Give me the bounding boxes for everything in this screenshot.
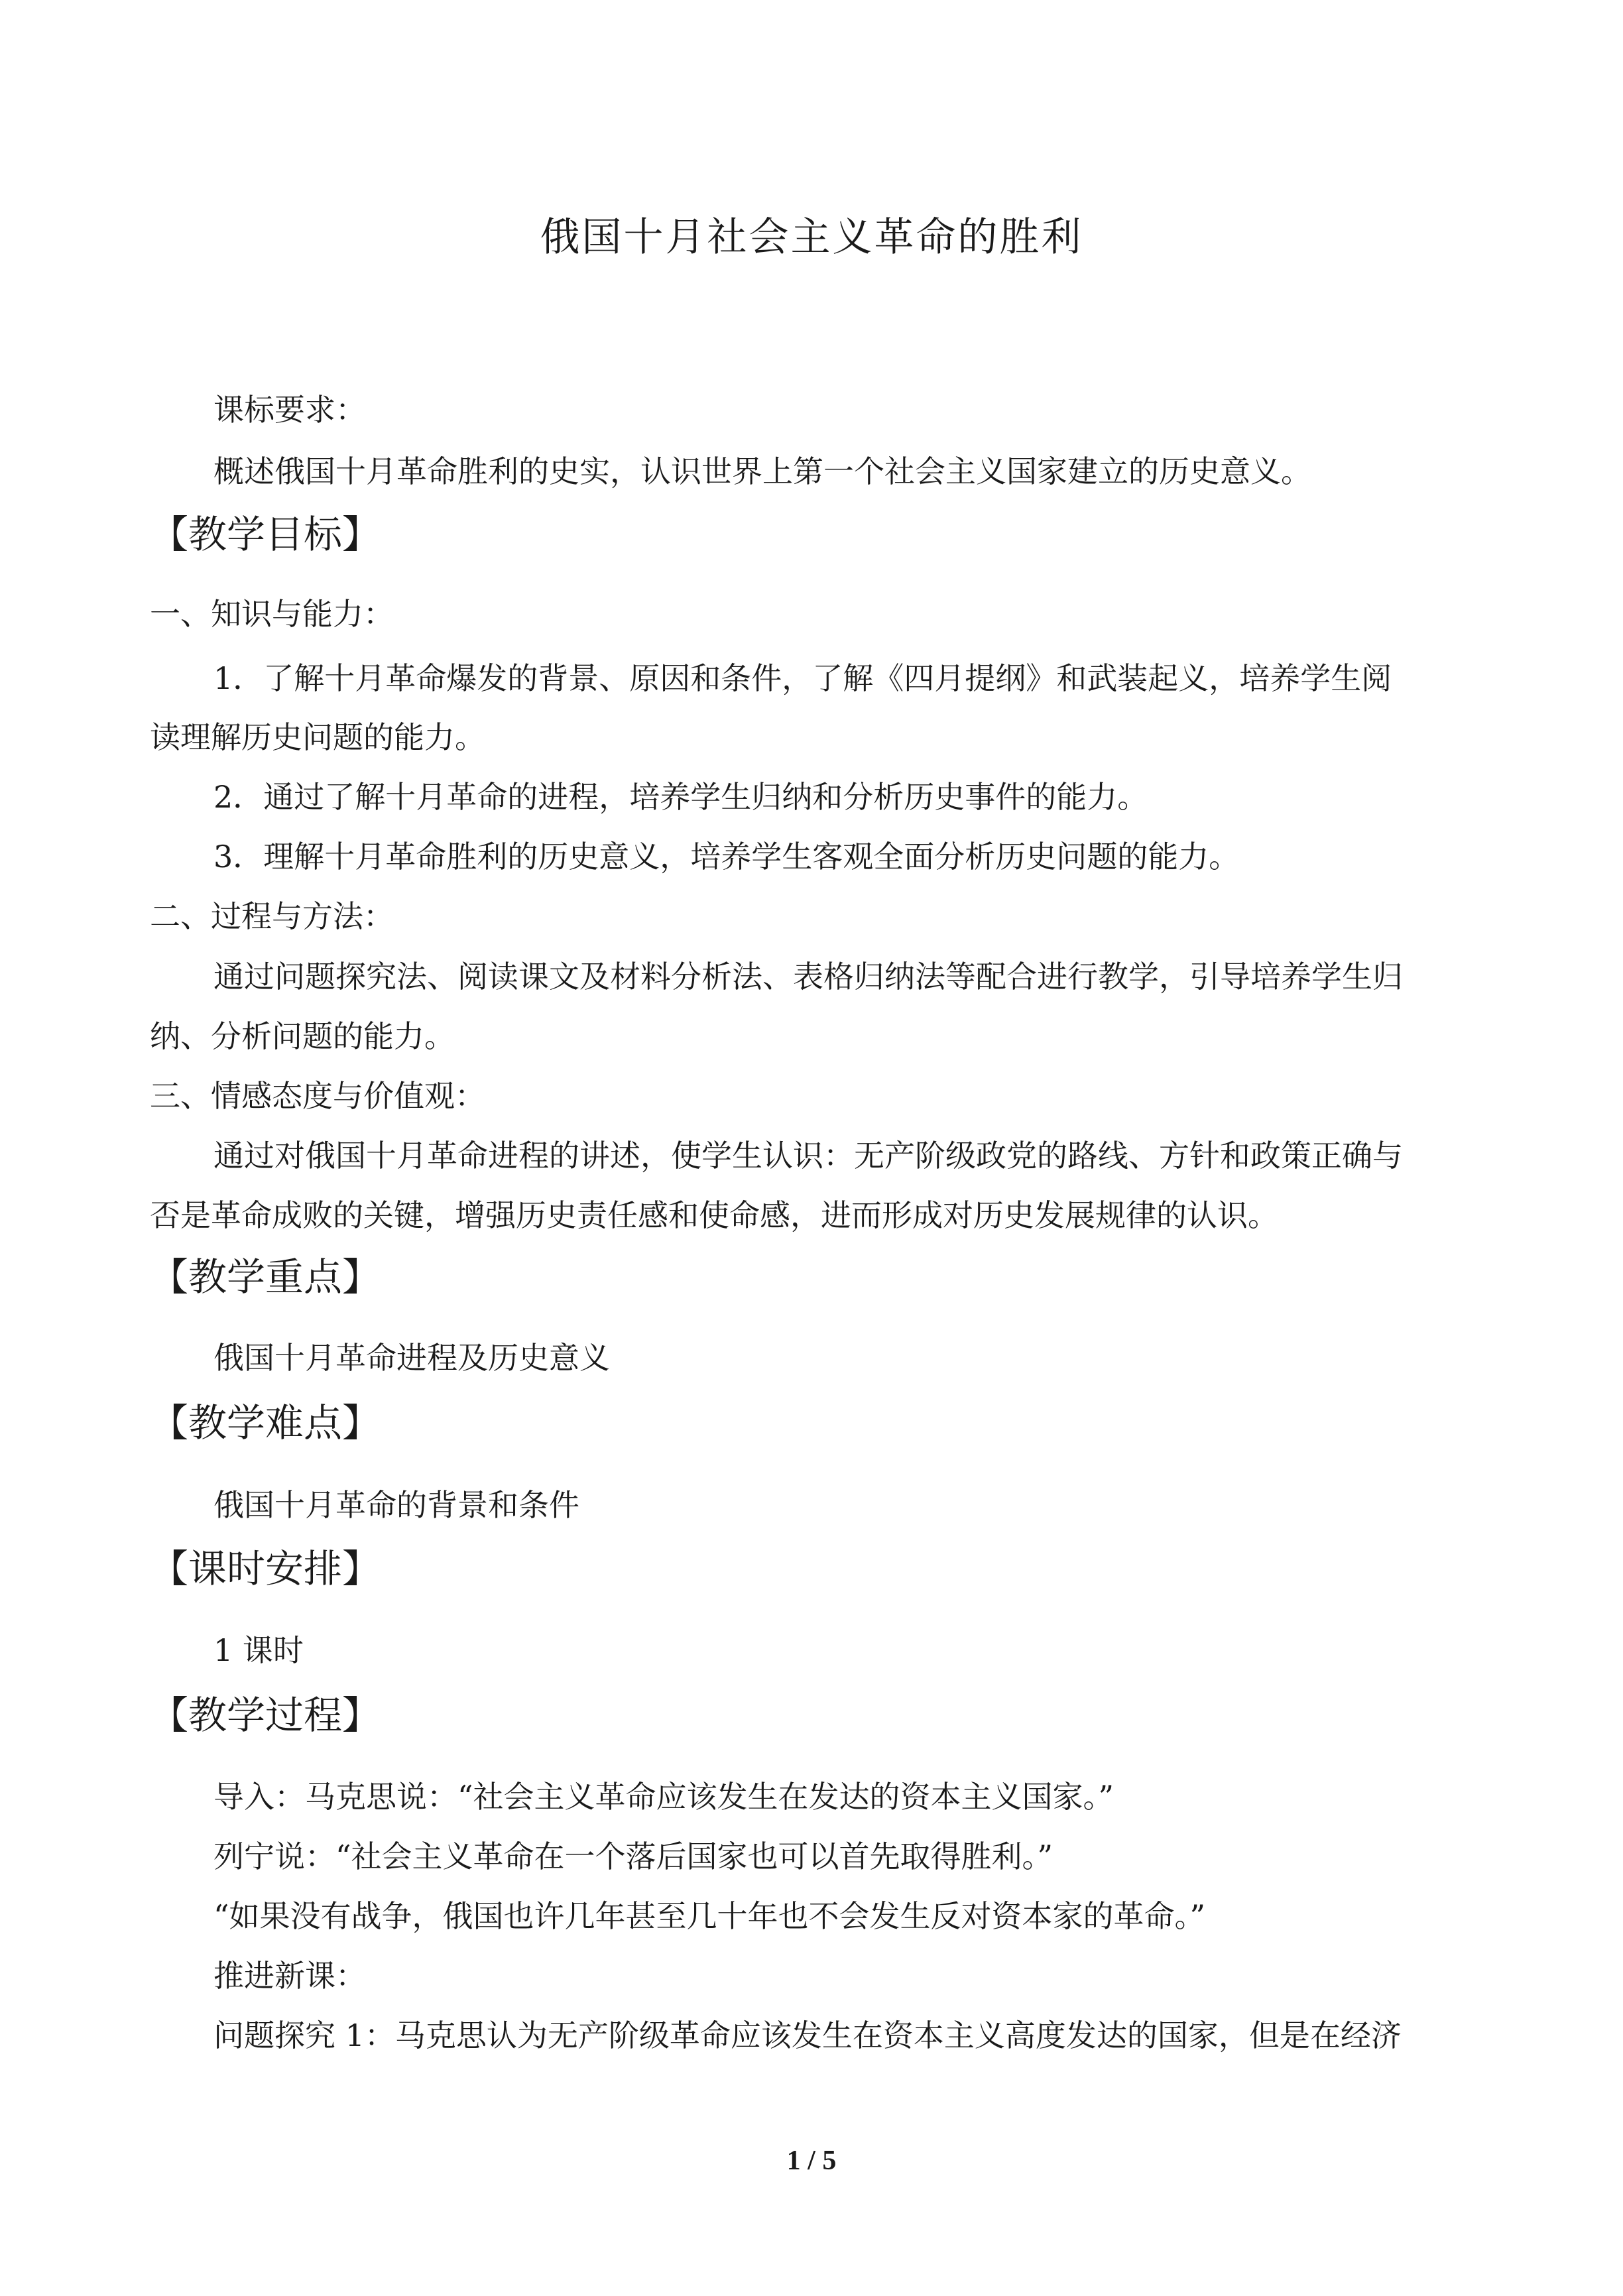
process-new-lesson: 推进新课： xyxy=(213,1958,366,1994)
process-intro: 导入：马克思说：“社会主义革命应该发生在发达的资本主义国家。” xyxy=(213,1779,1114,1815)
objective-item-3: 3．理解十月革命胜利的历史意义，培养学生客观全面分析历史问题的能力。 xyxy=(213,839,1240,875)
process-method-line-2: 纳、分析问题的能力。 xyxy=(150,1018,455,1054)
schedule-text: 1 课时 xyxy=(213,1632,304,1668)
key-points-heading: 【教学重点】 xyxy=(150,1254,381,1299)
knowledge-heading: 一、知识与能力： xyxy=(150,596,394,632)
process-question-1: 问题探究 1：马克思认为无产阶级革命应该发生在资本主义高度发达的国家，但是在经济 xyxy=(213,2018,1402,2053)
process-method-line-1: 通过问题探究法、阅读课文及材料分析法、表格归纳法等配合进行教学，引导培养学生归 xyxy=(213,959,1403,995)
page-number: 1 / 5 xyxy=(786,2145,837,2176)
process-lenin-quote: 列宁说：“社会主义革命在一个落后国家也可以首先取得胜利。” xyxy=(213,1839,1053,1874)
process-war-quote: “如果没有战争，俄国也许几年甚至几十年也不会发生反对资本家的革命。” xyxy=(213,1898,1206,1934)
difficulties-text: 俄国十月革命的背景和条件 xyxy=(213,1487,579,1523)
objectives-heading: 【教学目标】 xyxy=(150,512,381,557)
curriculum-text: 概述俄国十月革命胜利的史实，认识世界上第一个社会主义国家建立的历史意义。 xyxy=(213,453,1311,489)
objective-item-1-line-2: 读理解历史问题的能力。 xyxy=(150,719,485,755)
process-method-heading: 二、过程与方法： xyxy=(150,898,394,934)
difficulties-heading: 【教学难点】 xyxy=(150,1400,381,1445)
process-heading: 【教学过程】 xyxy=(150,1693,381,1738)
schedule-heading: 【课时安排】 xyxy=(150,1546,381,1591)
key-points-text: 俄国十月革命进程及历史意义 xyxy=(213,1340,610,1376)
objective-item-1-line-1: 1．了解十月革命爆发的背景、原因和条件，了解《四月提纲》和武装起义，培养学生阅 xyxy=(213,660,1392,696)
values-line-2: 否是革命成败的关键，增强历史责任感和使命感，进而形成对历史发展规律的认识。 xyxy=(150,1197,1278,1233)
document-title: 俄国十月社会主义革命的胜利 xyxy=(540,214,1083,261)
objective-item-2: 2．通过了解十月革命的进程，培养学生归纳和分析历史事件的能力。 xyxy=(213,779,1148,815)
curriculum-label: 课标要求： xyxy=(213,392,366,428)
values-heading: 三、情感态度与价值观： xyxy=(150,1078,485,1114)
values-line-1: 通过对俄国十月革命进程的讲述，使学生认识：无产阶级政党的路线、方针和政策正确与 xyxy=(213,1138,1403,1174)
